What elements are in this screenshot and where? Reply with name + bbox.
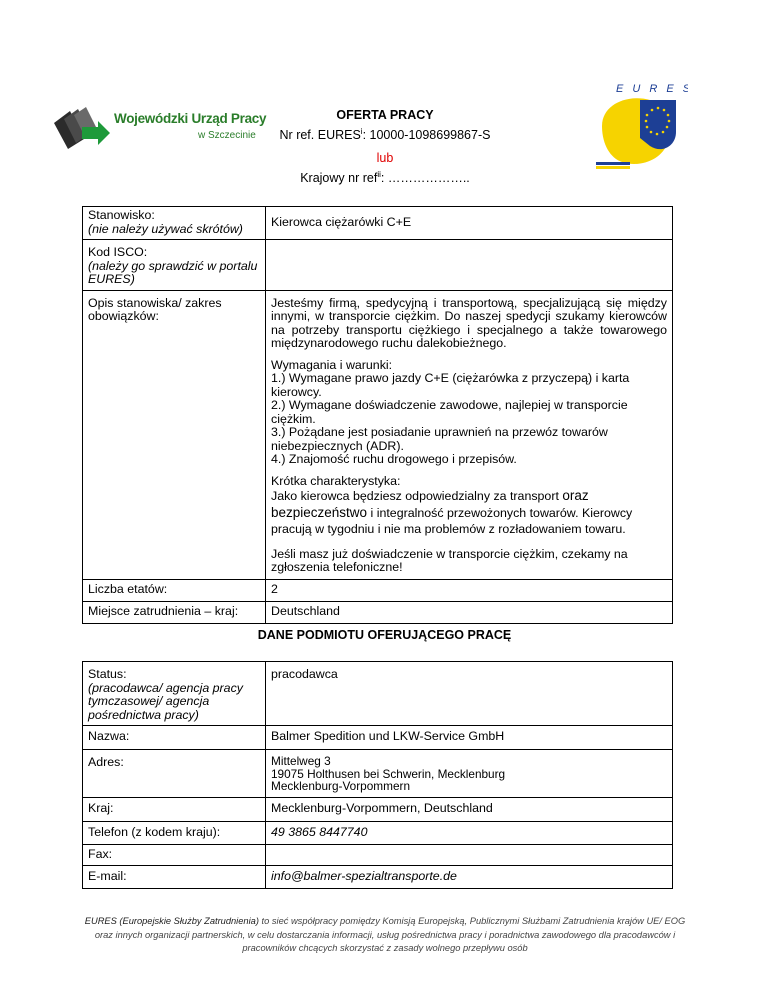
status-label-cell xyxy=(83,662,266,726)
offer-table xyxy=(82,206,673,624)
email-value-cell xyxy=(266,866,673,889)
table-row xyxy=(83,726,673,750)
footer-text: to sieć współpracy pomiędzy Komisją Europejską, Publicznymi Służbami Zatrudnienia krajów UE/ EOG oraz innych organizacji partnerskich, w celu dostarczania informacji, usług pośrednictwa pracy i poradnictwa zawodowego dla pracodawców i pracowników chcących skorzystać z zasady wolnego przepływu osób xyxy=(94,916,686,953)
eures-ref xyxy=(250,128,520,142)
opis-label: Opis stanowiska/ zakres obowiązków: xyxy=(88,295,222,323)
krajowy-ref-footnote: ii xyxy=(377,169,381,179)
etaty-value: 2 xyxy=(271,581,278,596)
isco-label-cell xyxy=(83,240,266,291)
etaty-label-cell xyxy=(83,579,266,601)
table-row xyxy=(83,866,673,889)
stanowisko-value: Kierowca ciężarówki C+E xyxy=(271,214,412,229)
wup-city: w Szczecinie xyxy=(198,130,256,141)
wup-name: Wojewódzki Urząd Pracy xyxy=(114,111,267,126)
email-label-cell xyxy=(83,866,266,889)
miejsce-label: Miejsce zatrudnienia – kraj: xyxy=(88,603,239,618)
telefon-label-cell xyxy=(83,822,266,845)
table-row xyxy=(83,822,673,845)
etaty-value-cell xyxy=(266,579,673,601)
opis-intro: Jesteśmy firmą, spedycyjną i transportową, specjalizującą się między innymi, w transporcie ciężkim. Do naszej spedycji szukamy kierowców na potrzeby transportu ciężkiego i specjalnego a także towarowego międzynarodowego ruchu dalekobieżnego. xyxy=(271,295,667,350)
telefon-label: Telefon (z kodem kraju): xyxy=(88,824,221,839)
email-label: E-mail: xyxy=(88,868,127,883)
stanowisko-hint: (nie należy używać skrótów) xyxy=(88,221,243,236)
krotka-text-3: bezpieczeństwo xyxy=(271,504,368,520)
krotka-text xyxy=(271,488,667,538)
status-value: pracodawca xyxy=(271,667,338,681)
table-row xyxy=(83,240,673,291)
kraj-label-cell xyxy=(83,798,266,822)
miejsce-label-cell xyxy=(83,601,266,623)
table-row xyxy=(83,798,673,822)
eures-ref-value: : 10000-1098699867-S xyxy=(362,128,491,142)
eures-ref-prefix: Nr ref. EURES xyxy=(279,128,361,142)
nazwa-label-cell xyxy=(83,726,266,750)
kraj-label: Kraj: xyxy=(88,801,114,816)
miejsce-value: Deutschland xyxy=(271,603,340,618)
status-label: Status: xyxy=(88,667,127,681)
telefon-value-cell xyxy=(266,822,673,845)
wymagania-item-1: 1.) Wymagane prawo jazdy C+E (ciężarówka z przyczepą) i karta kierowcy. xyxy=(271,371,630,399)
isco-value-cell xyxy=(266,240,673,291)
wymagania-item-2: 2.) Wymagane doświadczenie zawodowe, najlepiej w transporcie ciężkim. xyxy=(271,398,628,426)
email-value: info@balmer-spezialtransporte.de xyxy=(271,868,457,883)
eures-ref-footnote: i xyxy=(360,126,363,136)
eures-logo-icon xyxy=(588,80,688,172)
krotka-title: Krótka charakterystyka: xyxy=(271,473,401,488)
footer-note xyxy=(80,915,690,956)
table-row xyxy=(83,662,673,726)
nazwa-label: Nazwa: xyxy=(88,729,130,744)
wymagania-item-3: 3.) Pożądane jest posiadanie uprawnień na przewóz towarów niebezpiecznych (ADR). xyxy=(271,425,608,453)
krotka-text-2: oraz xyxy=(562,488,589,503)
status-hint: (pracodawca/ agencja pracy tymczasowej/ agencja pośrednictwa pracy) xyxy=(88,680,243,722)
telefon-value: 49 3865 8447740 xyxy=(271,824,368,839)
kontakt-text: Jeśli masz już doświadczenie w transporcie ciężkim, czekamy na zgłoszenia telefoniczne! xyxy=(271,546,628,574)
table-row xyxy=(83,845,673,866)
footer-lead: EURES (Europejskie Służby Zatrudnienia) xyxy=(84,916,259,926)
wymagania-title: Wymagania i warunki: xyxy=(271,357,393,372)
isco-hint: (należy go sprawdzić w portalu EURES) xyxy=(88,258,258,286)
offer-title: OFERTA PRACY xyxy=(336,108,434,122)
table-row xyxy=(83,207,673,240)
svg-text:E U R E S: E U R E S xyxy=(616,83,688,95)
adres-label-cell xyxy=(83,750,266,798)
kraj-value-cell xyxy=(266,798,673,822)
miejsce-value-cell xyxy=(266,601,673,623)
wymagania-item-4: 4.) Znajomość ruchu drogowego i przepisów. xyxy=(271,452,517,466)
opis-label-cell xyxy=(83,290,266,579)
adres-line-1: Mittelweg 3 xyxy=(271,754,331,768)
stanowisko-label-cell xyxy=(83,207,266,240)
opis-value-cell xyxy=(266,290,673,579)
etaty-label: Liczba etatów: xyxy=(88,581,168,596)
stanowisko-label: Stanowisko: xyxy=(88,208,155,222)
krajowy-ref-prefix: Krajowy nr ref xyxy=(300,171,378,185)
kraj-value: Mecklenburg-Vorpommern, Deutschland xyxy=(271,801,493,816)
adres-line-3: Mecklenburg-Vorpommern xyxy=(271,779,410,793)
krotka-text-4: i integralność przewożonych towarów. Kierowcy pracują w tygodniu i nie ma problemów z rozładowaniem towaru. xyxy=(271,505,633,536)
lub-text: lub xyxy=(376,151,394,165)
wup-logo-mark-icon xyxy=(48,105,110,151)
table-row xyxy=(83,601,673,623)
stanowisko-value-cell xyxy=(266,207,673,240)
adres-label: Adres: xyxy=(88,755,124,769)
nazwa-value-cell xyxy=(266,726,673,750)
nazwa-value: Balmer Spedition und LKW-Service GmbH xyxy=(271,729,505,744)
adres-line-2: 19075 Holthusen bei Schwerin, Mecklenburg xyxy=(271,766,506,781)
table-row xyxy=(83,579,673,601)
wup-logo xyxy=(48,105,267,151)
eures-logo xyxy=(588,80,688,172)
table-row xyxy=(83,290,673,579)
fax-label-cell xyxy=(83,845,266,866)
table-row xyxy=(83,750,673,798)
adres-value-cell xyxy=(266,750,673,798)
employer-table xyxy=(82,661,673,889)
employer-section-title: DANE PODMIOTU OFERUJĄCEGO PRACĘ xyxy=(257,628,512,642)
krajowy-ref xyxy=(250,171,520,185)
krotka-text-1: Jako kierowca będziesz odpowiedzialny za transport xyxy=(271,489,559,503)
fax-value-cell xyxy=(266,845,673,866)
status-value-cell xyxy=(266,662,673,726)
isco-label: Kod ISCO: xyxy=(88,245,148,259)
fax-label: Fax: xyxy=(88,846,113,861)
krajowy-ref-value: : ……………….. xyxy=(380,171,470,185)
